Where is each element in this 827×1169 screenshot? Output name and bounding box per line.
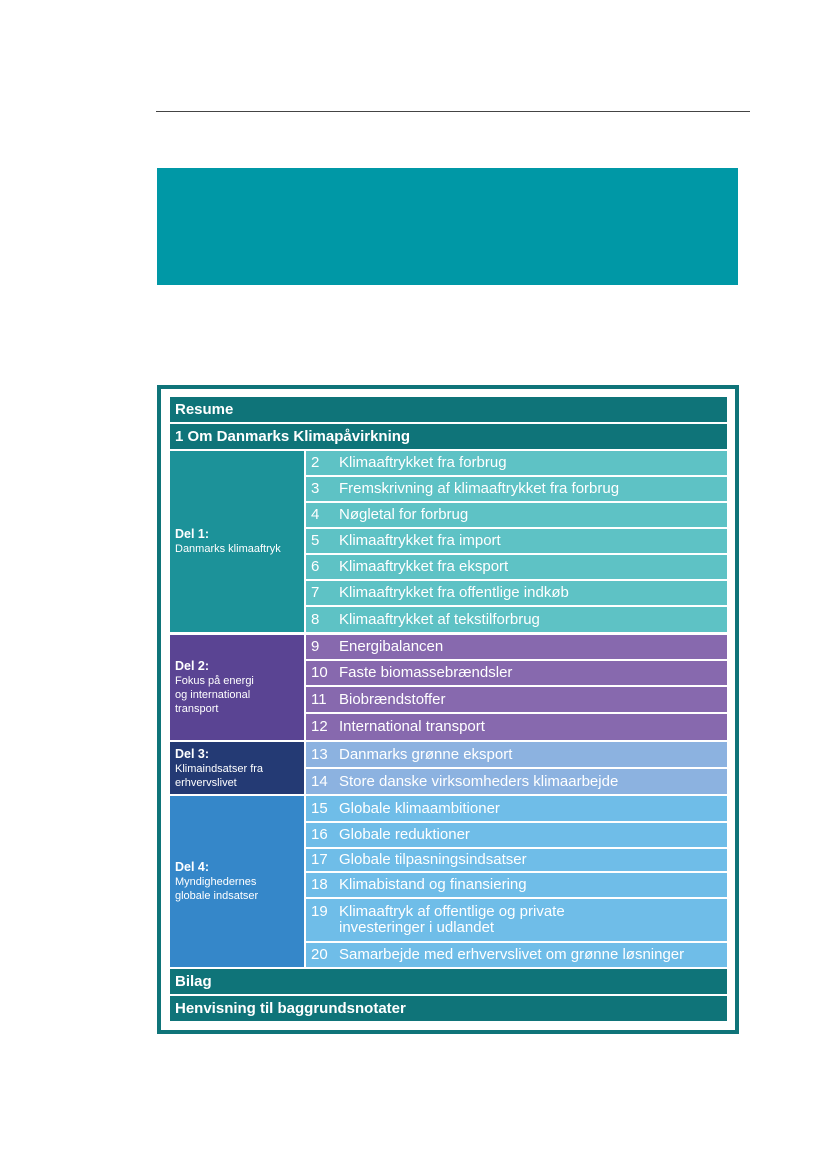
- item-label: Klimaaftrykket af tekstilforbrug: [339, 610, 540, 628]
- section-title: Del 3:: [175, 746, 210, 761]
- item-number: 11: [311, 690, 327, 708]
- item-label: Danmarks grønne eksport: [339, 745, 513, 763]
- toc-item-9[interactable]: [306, 635, 727, 659]
- toc-bilag-label: Bilag: [175, 973, 212, 990]
- toc-item-17[interactable]: [306, 849, 727, 871]
- item-number: 9: [311, 638, 320, 655]
- item-number: 4: [311, 506, 320, 523]
- toc-item-13[interactable]: [306, 742, 727, 767]
- section-subtitle: erhvervslivet: [175, 776, 237, 789]
- item-label: Energibalancen: [339, 638, 444, 655]
- section-title: Del 1:: [175, 527, 210, 541]
- item-number: 17: [311, 851, 328, 868]
- toc-item-18[interactable]: [306, 873, 727, 897]
- section-del-4[interactable]: [170, 796, 304, 967]
- toc-henvisning[interactable]: [170, 996, 727, 1021]
- section-title: Del 4:: [175, 860, 210, 874]
- item-label: Faste biomassebrændsler: [339, 664, 513, 681]
- toc-resume-label: Resume: [175, 401, 234, 418]
- item-label: Globale tilpasningsindsatser: [339, 851, 527, 868]
- toc-item-14[interactable]: [306, 769, 727, 794]
- toc-item-11[interactable]: [306, 687, 727, 712]
- item-label: Klimaaftrykket fra forbrug: [339, 454, 507, 471]
- item-number: 10: [311, 664, 328, 681]
- item-label: Klimaaftryk af offentlige og private: [339, 903, 565, 920]
- toc-item-2[interactable]: [306, 451, 727, 475]
- section-title: Del 2:: [175, 659, 210, 673]
- section-subtitle: globale indsatser: [175, 890, 259, 902]
- item-number: 5: [311, 532, 320, 549]
- item-label: Klimaaftrykket fra eksport: [339, 558, 509, 575]
- toc-item-19[interactable]: [306, 899, 727, 941]
- toc-item-15[interactable]: [306, 796, 727, 821]
- toc-bilag[interactable]: [170, 969, 727, 994]
- item-label: Globale klimaambitioner: [339, 799, 500, 817]
- toc-item-8[interactable]: [306, 607, 727, 632]
- toc-om-danmark[interactable]: [170, 424, 727, 449]
- item-label: International transport: [339, 718, 485, 735]
- item-label: Klimabistand og finansiering: [339, 876, 527, 893]
- item-label: Nøgletal for forbrug: [339, 506, 469, 523]
- item-label: Fremskrivning af klimaaftrykket fra forbrug: [339, 480, 620, 497]
- toc-item-4[interactable]: [306, 503, 727, 527]
- item-label: Klimaaftrykket fra offentlige indkøb: [339, 584, 569, 601]
- item-number: 20: [311, 946, 328, 963]
- toc-frame: [157, 385, 739, 1034]
- item-label: Store danske virksomheders klimaarbejde: [339, 772, 619, 790]
- section-del-1[interactable]: [170, 451, 304, 632]
- toc-item-3[interactable]: [306, 477, 727, 501]
- item-number: 2: [311, 454, 320, 471]
- item-label: Klimaaftrykket fra import: [339, 532, 501, 549]
- item-number: 13: [311, 745, 328, 763]
- header-rule: [156, 111, 750, 112]
- section-del-3[interactable]: [170, 742, 304, 794]
- section-subtitle: Klimaindsatser fra: [175, 762, 264, 775]
- toc-item-12[interactable]: [306, 714, 727, 740]
- toc-inner: [161, 389, 735, 1030]
- item-label: Globale reduktioner: [339, 826, 470, 843]
- item-number: 8: [311, 610, 320, 628]
- toc-om-danmark-label: 1 Om Danmarks Klimapåvirkning: [175, 428, 411, 445]
- section-subtitle: transport: [175, 703, 219, 715]
- toc-item-16[interactable]: [306, 823, 727, 847]
- section-subtitle: og international: [175, 689, 251, 701]
- item-label: Samarbejde med erhvervslivet om grønne løsninger: [339, 946, 685, 963]
- toc-henvisning-label: Henvisning til baggrundsnotater: [175, 1000, 406, 1017]
- section-subtitle: Myndighedernes: [175, 876, 257, 888]
- toc-item-6[interactable]: [306, 555, 727, 579]
- item-number: 6: [311, 558, 320, 575]
- toc-item-10[interactable]: [306, 661, 727, 685]
- item-number: 19: [311, 903, 328, 920]
- item-number: 16: [311, 826, 328, 843]
- item-number: 7: [311, 584, 320, 601]
- toc-item-5[interactable]: [306, 529, 727, 553]
- item-label-wrap: [339, 904, 727, 936]
- toc-item-20[interactable]: [306, 943, 727, 967]
- section-subtitle: Fokus på energi: [175, 675, 254, 687]
- item-label-line-2: investeringer i udlandet: [339, 919, 495, 936]
- item-label: Biobrændstoffer: [339, 690, 446, 708]
- item-number: 18: [311, 876, 328, 893]
- section-del-2[interactable]: [170, 635, 304, 740]
- item-number: 12: [311, 718, 328, 735]
- section-subtitle: Danmarks klimaaftryk: [175, 543, 281, 555]
- item-number: 14: [311, 772, 328, 790]
- toc-resume[interactable]: [170, 397, 727, 422]
- item-number: 15: [311, 799, 328, 817]
- toc-item-7[interactable]: [306, 581, 727, 605]
- title-banner: [157, 168, 738, 285]
- item-number: 3: [311, 480, 320, 497]
